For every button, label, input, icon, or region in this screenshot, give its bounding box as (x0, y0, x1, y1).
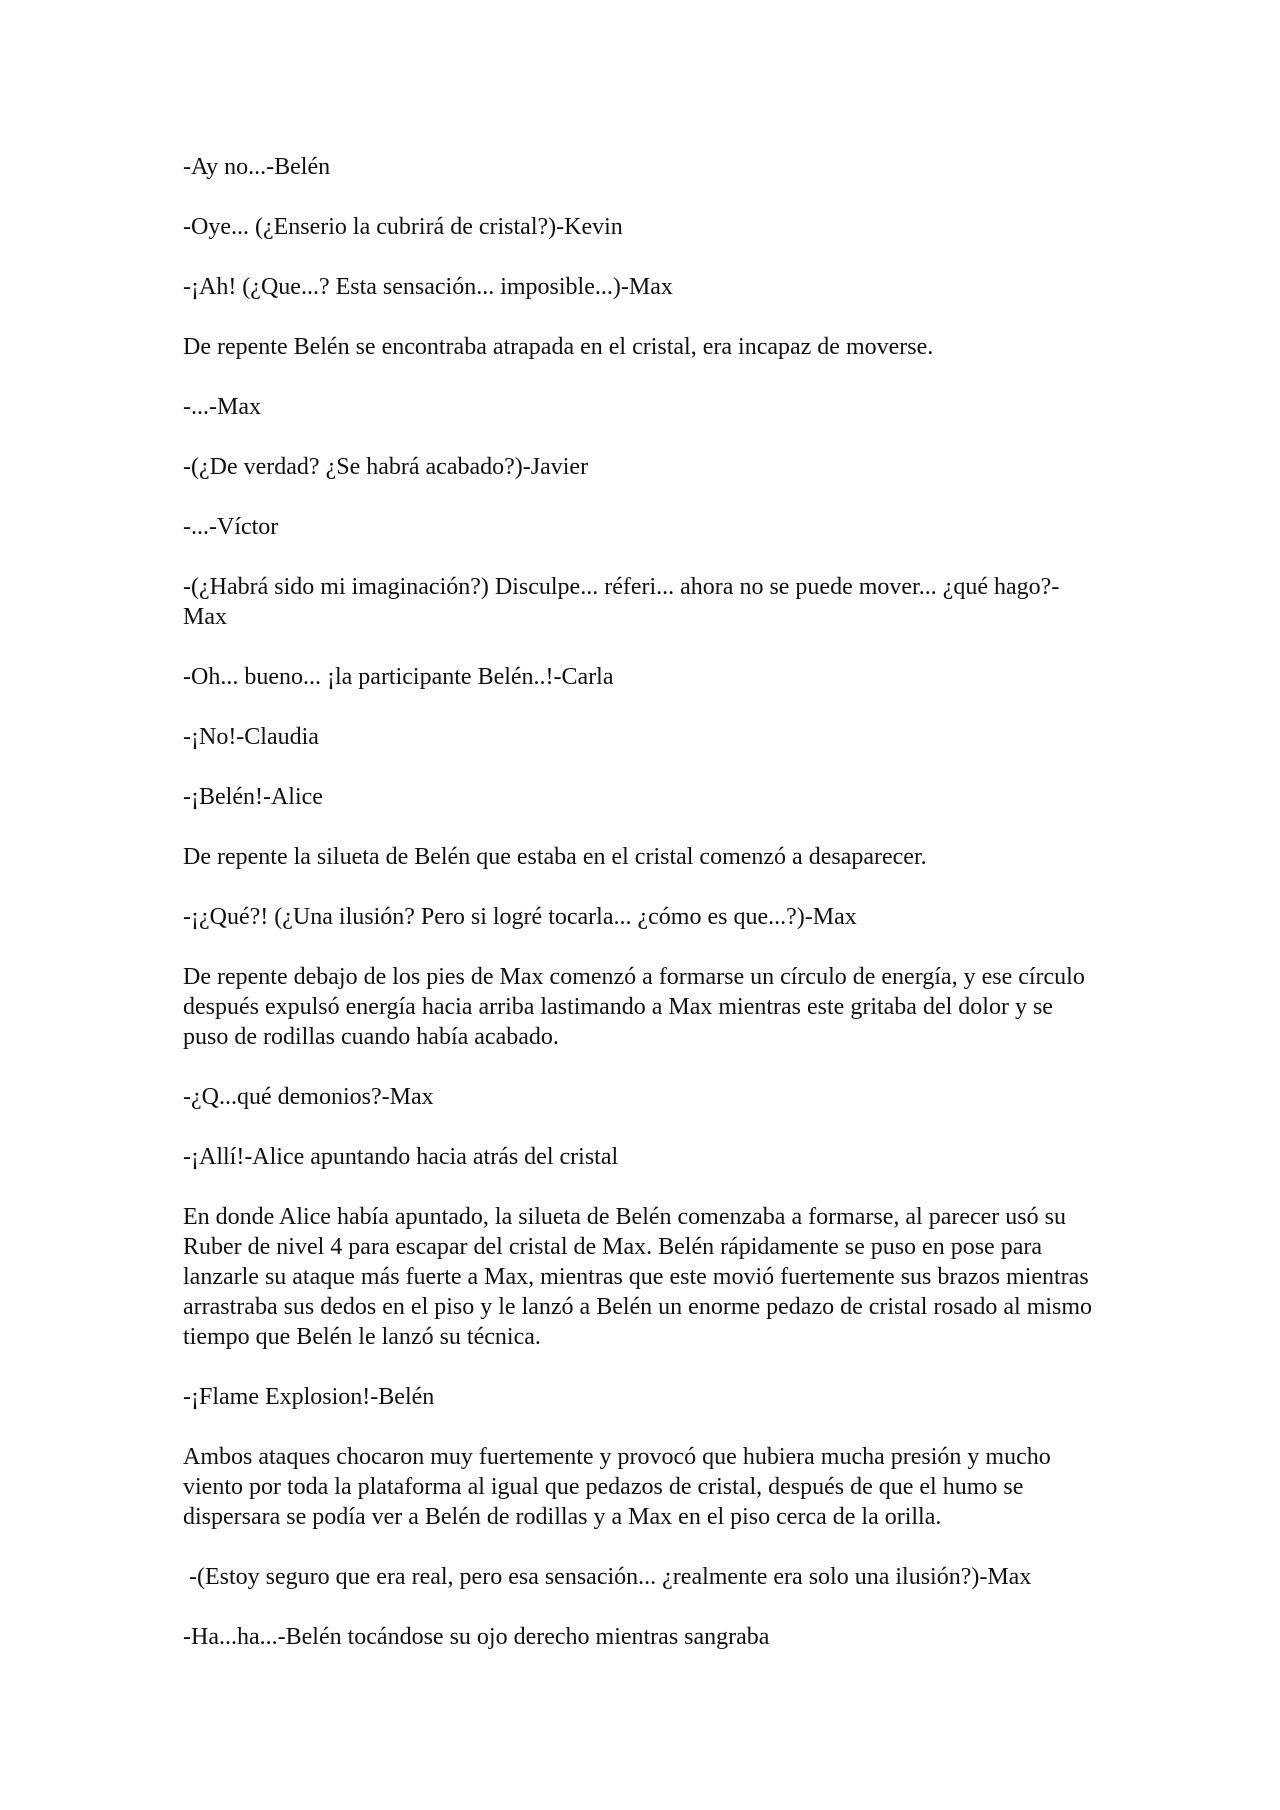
paragraph: De repente Belén se encontraba atrapada en el cristal, era incapaz de moverse. (183, 334, 934, 360)
paragraph: Ambos ataques chocaron muy fuertemente y provocó que hubiera mucha presión y mucho viento por toda la plataforma al igual que pedazos de cristal, después de que el humo se dispersara se podía ver a Belén de rodillas y a Max en el piso cerca de la orilla. (183, 1444, 1057, 1530)
paragraph: -(¿Habrá sido mi imaginación?) Disculpe... réferi... ahora no se puede mover... ¿qué hago?-Max (183, 574, 1060, 630)
paragraph: -¡Allí!-Alice apuntando hacia atrás del cristal (183, 1144, 619, 1170)
paragraph: -Ha...ha...-Belén tocándose su ojo derecho mientras sangraba (183, 1624, 770, 1650)
paragraph: -Oye... (¿Enserio la cubrirá de cristal?)-Kevin (183, 214, 623, 240)
paragraph: -¡No!-Claudia (183, 724, 319, 750)
paragraph: En donde Alice había apuntado, la silueta de Belén comenzaba a formarse, al parecer usó su Ruber de nivel 4 para escapar del cristal de Max. Belén rápidamente se puso en pose para lanzarle su ataque más fuerte a Max, mientras que este movió fuertemente sus brazos mientras arrastraba sus dedos en el piso y le lanzó a Belén un enorme pedazo de cristal rosado al mismo tiempo que Belén le lanzó su técnica. (183, 1204, 1099, 1350)
paragraph: -¡Belén!-Alice (183, 784, 323, 810)
paragraph: -...-Max (183, 394, 261, 420)
paragraph: De repente debajo de los pies de Max comenzó a formarse un círculo de energía, y ese círculo después expulsó energía hacia arriba lastimando a Max mientras este gritaba del dolor y se puso de rodillas cuando había acabado. (183, 964, 1091, 1050)
paragraph: -...-Víctor (183, 514, 279, 540)
paragraph: -¡Flame Explosion!-Belén (183, 1384, 435, 1410)
paragraph: -(Estoy seguro que era real, pero esa sensación... ¿realmente era solo una ilusión?)-Max (183, 1564, 1032, 1590)
paragraph: -Ay no...-Belén (183, 154, 331, 180)
paragraph: De repente la silueta de Belén que estaba en el cristal comenzó a desaparecer. (183, 844, 927, 870)
paragraph: -(¿De verdad? ¿Se habrá acabado?)-Javier (183, 454, 589, 480)
paragraph: -Oh... bueno... ¡la participante Belén..!-Carla (183, 664, 614, 690)
paragraph: -¡¿Qué?! (¿Una ilusión? Pero si logré tocarla... ¿cómo es que...?)-Max (183, 904, 857, 930)
paragraph: -¡Ah! (¿Que...? Esta sensación... imposible...)-Max (183, 274, 673, 300)
paragraph: -¿Q...qué demonios?-Max (183, 1084, 434, 1110)
